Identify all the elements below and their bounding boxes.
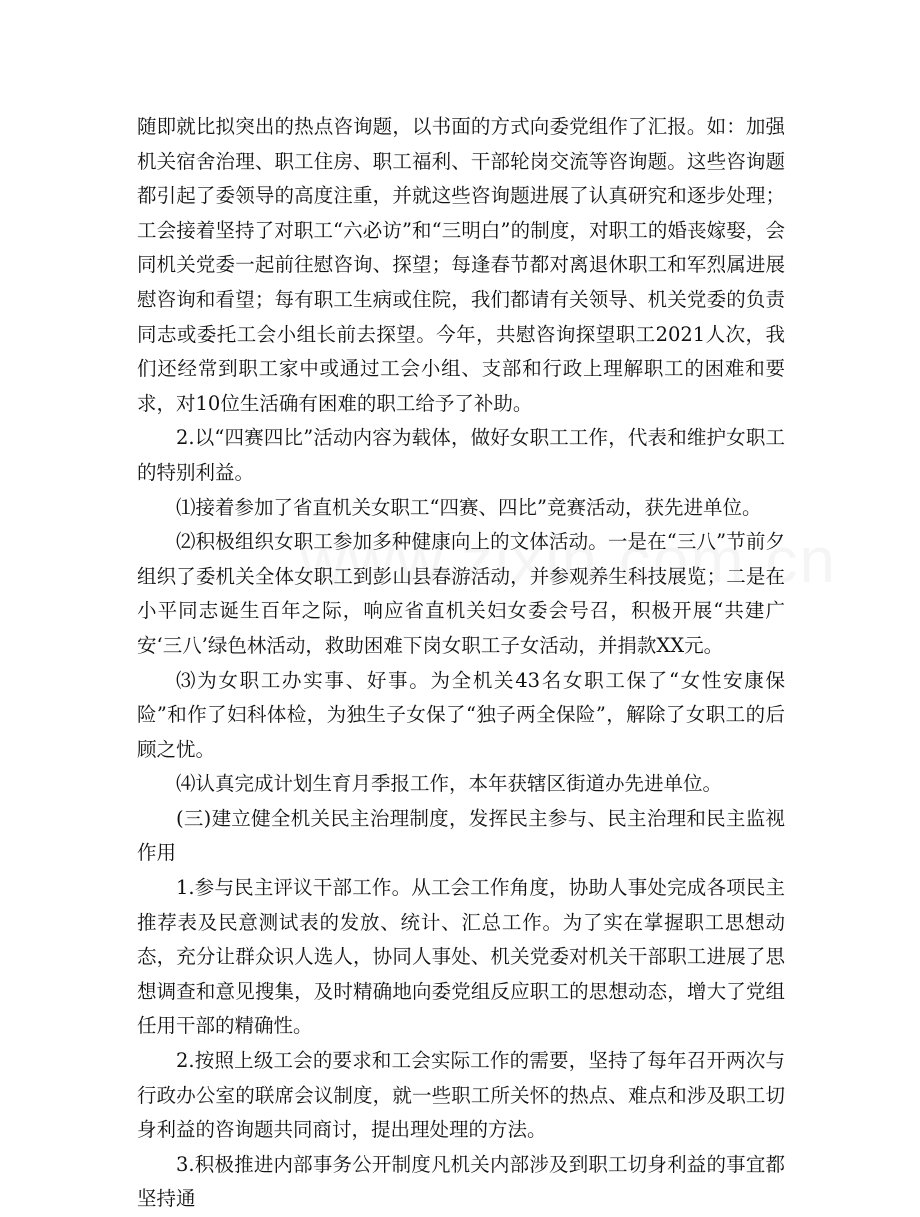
paragraph-3: ⑴接着参加了省直机关女职工“四赛、四比”竞赛活动，获先进单位。 [176,495,762,519]
paragraph-2: 2.以“四赛四比”活动内容为载体，做好女职工工作，代表和维护女职工的特别利益。 [137,426,785,484]
paragraph-8: 1.参与民主评议干部工作。从工会工作角度，协助人事处完成各项民主推荐表及民意测试表的发放、统计、汇总工作。为了实在掌握职工思想动态，充分让群众识人选人，协同人事处、机关党委对机关干部职工进展了思想调查和意见搜集，及时精确地向委党组反应职工的思想动态，增大了党组任用干部的精确性。 [137,876,785,1038]
section-heading: (三)建立健全机关民主治理制度，发挥民主参与、民主治理和民主监视作用 [137,806,785,865]
paragraph-4: ⑵积极组织女职工参加多种健康向上的文体活动。一是在“三八”节前夕组织了委机关全体女职工到彭山县春游活动，并参观养生科技展览；二是在小平同志诞生百年之际，响应省直机关妇女委会号召，积极开展“共建广安‘三八’绿色林活动，救助困难下岗女职工子女活动，并捐款XX元。 [137,530,785,657]
paragraph-5: ⑶为女职工办实事、好事。为全机关43名女职工保了“女性安康保险”和作了妇科体检，为独生子女保了“独子两全保险”，解除了女职工的后顾之忧。 [137,668,785,761]
paragraph-9: 2.按照上级工会的要求和工会实际工作的需要，坚持了每年召开两次与行政办公室的联席会议制度，就一些职工所关怀的热点、难点和涉及职工切身利益的咨询题共同商讨，提出理处理的方法。 [137,1049,785,1142]
paragraph-1: 随即就比拟突出的热点咨询题，以书面的方式向委党组作了汇报。如：加强机关宿舍治理、职工住房、职工福利、干部轮岗交流等咨询题。这些咨询题都引起了委领导的高度注重，并就这些咨询题进展了认真研究和逐步处理；工会接着坚持了对职工“六必访”和“三明白”的制度，对职工的婚丧嫁娶，会同机关党委一起前往慰咨询、探望；每逢春节都对离退休职工和军烈属进展慰咨询和看望；每有职工生病或住院，我们都请有关领导、机关党委的负责同志或委托工会小组长前去探望。今年，共慰咨询探望职工2021人次，我们还经常到职工家中或通过工会小组、支部和行政上理解职工的困难和要求，对10位生活确有困难的职工给予了补助。 [137,115,785,415]
document-body [137,110,785,1217]
paragraph-10: 3.积极推进内部事务公开制度凡机关内部涉及到职工切身利益的事宜都坚持通 [137,1152,785,1211]
paragraph-6: ⑷认真完成计划生育月季报工作，本年获辖区街道办先进单位。 [176,772,723,796]
